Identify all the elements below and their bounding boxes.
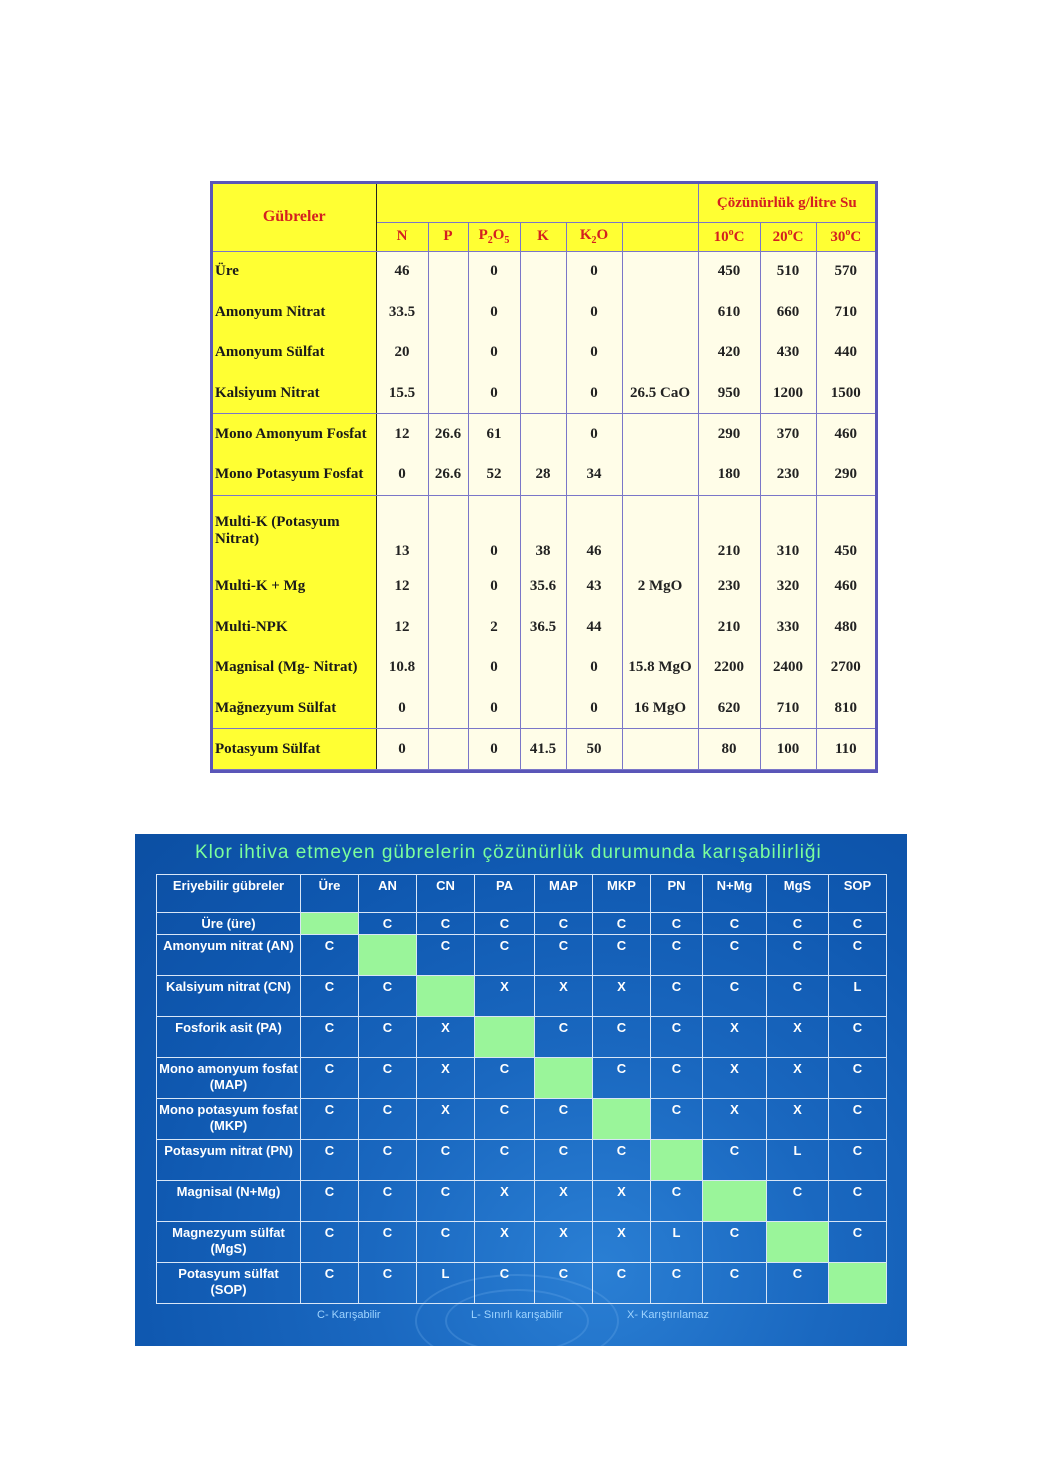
- table-cell: 52: [468, 454, 520, 495]
- matrix-self-cell: [301, 913, 359, 935]
- matrix-cell: X: [417, 1099, 475, 1140]
- matrix-column-header: Üre: [301, 875, 359, 913]
- table-cell: 480: [816, 607, 875, 648]
- fertilizer-name: Magnisal (Mg- Nitrat): [213, 647, 376, 688]
- table-cell: 0: [566, 292, 622, 333]
- table-cell: 210: [698, 607, 760, 648]
- matrix-row: [157, 1058, 887, 1099]
- fertilizer-name: Multi-K (Potasyum Nitrat): [213, 495, 376, 566]
- matrix-cell: C: [767, 1181, 829, 1222]
- table-row: [213, 373, 875, 414]
- matrix-cell: C: [359, 1099, 417, 1140]
- table-cell: 1200: [760, 373, 816, 414]
- table-cell: 10.8: [376, 647, 428, 688]
- table-cell: [622, 454, 698, 495]
- matrix-cell: C: [703, 913, 767, 935]
- matrix-cell: C: [829, 1058, 887, 1099]
- matrix-row: [157, 1181, 887, 1222]
- matrix-cell: X: [417, 1058, 475, 1099]
- table-cell: 320: [760, 566, 816, 607]
- matrix-cell: C: [767, 913, 829, 935]
- table-row: [213, 729, 875, 770]
- matrix-cell: X: [475, 1181, 535, 1222]
- table-cell: [428, 647, 468, 688]
- table-cell: 230: [760, 454, 816, 495]
- table-cell: [520, 414, 566, 455]
- table-cell: 0: [376, 454, 428, 495]
- column-header: $K_2O$: [566, 223, 622, 251]
- fertilizer-solubility-table: [210, 181, 878, 773]
- matrix-cell: L: [767, 1140, 829, 1181]
- matrix-cell: C: [703, 976, 767, 1017]
- matrix-cell: C: [535, 935, 593, 976]
- matrix-cell: C: [593, 913, 651, 935]
- column-header: 30$^o$C: [816, 223, 875, 251]
- table-cell: 2400: [760, 647, 816, 688]
- matrix-column-header: SOP: [829, 875, 887, 913]
- matrix-column-header: N+Mg: [703, 875, 767, 913]
- matrix-row: [157, 935, 887, 976]
- table-cell: [520, 647, 566, 688]
- table-cell: 290: [816, 454, 875, 495]
- matrix-cell: X: [535, 1222, 593, 1263]
- fertilizer-name: Mono Potasyum Fosfat: [213, 454, 376, 495]
- table-cell: 0: [468, 332, 520, 373]
- table-cell: 0: [468, 495, 520, 566]
- matrix-legend: [135, 1309, 907, 1327]
- table-row: [213, 292, 875, 333]
- header-row: [213, 184, 875, 223]
- matrix-cell: L: [829, 976, 887, 1017]
- matrix-cell: C: [301, 1181, 359, 1222]
- matrix-cell: C: [475, 1058, 535, 1099]
- matrix-cell: C: [535, 1099, 593, 1140]
- table-cell: 0: [468, 729, 520, 770]
- matrix-self-cell: [359, 935, 417, 976]
- matrix-cell: C: [301, 1017, 359, 1058]
- matrix-cell: C: [301, 1222, 359, 1263]
- matrix-cell: C: [829, 1222, 887, 1263]
- table-cell: 44: [566, 607, 622, 648]
- table-cell: 36.5: [520, 607, 566, 648]
- table-cell: [428, 292, 468, 333]
- table-cell: [622, 251, 698, 292]
- matrix-row: [157, 976, 887, 1017]
- table-cell: 41.5: [520, 729, 566, 770]
- table-cell: 13: [376, 495, 428, 566]
- matrix-row-label: Potasyum nitrat (PN): [157, 1140, 301, 1181]
- table-cell: 710: [760, 688, 816, 729]
- matrix-cell: C: [535, 1140, 593, 1181]
- matrix-cell: X: [535, 1181, 593, 1222]
- matrix-cell: X: [703, 1099, 767, 1140]
- matrix-row-label: Mono potasyum fosfat (MKP): [157, 1099, 301, 1140]
- matrix-row: [157, 1222, 887, 1263]
- matrix-cell: C: [829, 935, 887, 976]
- matrix-self-cell: [829, 1263, 887, 1304]
- table-cell: 43: [566, 566, 622, 607]
- matrix-cell: X: [703, 1058, 767, 1099]
- table-cell: 370: [760, 414, 816, 455]
- matrix-cell: C: [359, 913, 417, 935]
- table-row: [213, 647, 875, 688]
- matrix-row: [157, 1140, 887, 1181]
- table-cell: 660: [760, 292, 816, 333]
- column-header: K: [520, 223, 566, 251]
- matrix-cell: C: [475, 1140, 535, 1181]
- table-cell: 450: [698, 251, 760, 292]
- matrix-cell: C: [651, 935, 703, 976]
- matrix-cell: X: [475, 1222, 535, 1263]
- matrix-column-header: PN: [651, 875, 703, 913]
- matrix-cell: C: [301, 1140, 359, 1181]
- matrix-cell: C: [651, 1099, 703, 1140]
- matrix-cell: C: [535, 1263, 593, 1304]
- table-cell: 0: [468, 373, 520, 414]
- table-cell: [622, 414, 698, 455]
- table-cell: 610: [698, 292, 760, 333]
- table-cell: 1500: [816, 373, 875, 414]
- table-cell: 2: [468, 607, 520, 648]
- matrix-cell: C: [475, 1263, 535, 1304]
- matrix-cell: L: [417, 1263, 475, 1304]
- matrix-row-label: Fosforik asit (PA): [157, 1017, 301, 1058]
- table-cell: 450: [816, 495, 875, 566]
- table-cell: [428, 332, 468, 373]
- fertilizer-name: Amonyum Sülfat: [213, 332, 376, 373]
- table-cell: 0: [566, 332, 622, 373]
- fertilizer-name: Kalsiyum Nitrat: [213, 373, 376, 414]
- matrix-cell: X: [593, 1181, 651, 1222]
- matrix-cell: C: [593, 1263, 651, 1304]
- matrix-cell: C: [359, 1263, 417, 1304]
- table-cell: 12: [376, 607, 428, 648]
- table-cell: 2200: [698, 647, 760, 688]
- matrix-corner: Eriyebilir gübreler: [157, 875, 301, 913]
- matrix-row: [157, 913, 887, 935]
- matrix-row-label: Magnezyum sülfat (MgS): [157, 1222, 301, 1263]
- matrix-cell: C: [359, 976, 417, 1017]
- table-cell: 420: [698, 332, 760, 373]
- table-row: [213, 688, 875, 729]
- matrix-cell: C: [301, 976, 359, 1017]
- column-header: P: [428, 223, 468, 251]
- table-cell: 0: [566, 414, 622, 455]
- table-cell: 20: [376, 332, 428, 373]
- fertilizer-name: Amonyum Nitrat: [213, 292, 376, 333]
- matrix-cell: X: [703, 1017, 767, 1058]
- table-cell: 26.6: [428, 414, 468, 455]
- matrix-row-label: Mono amonyum fosfat (MAP): [157, 1058, 301, 1099]
- table-cell: 2 MgO: [622, 566, 698, 607]
- table-cell: 2700: [816, 647, 875, 688]
- matrix-cell: C: [535, 1017, 593, 1058]
- matrix-title: Klor ihtiva etmeyen gübrelerin çözünürlük durumunda karışabilirliği: [195, 842, 822, 863]
- table-cell: 290: [698, 414, 760, 455]
- table-cell: [428, 607, 468, 648]
- table-cell: [428, 688, 468, 729]
- table-cell: 310: [760, 495, 816, 566]
- table-cell: 26.5 CaO: [622, 373, 698, 414]
- table-cell: 0: [566, 647, 622, 688]
- table-row: [213, 332, 875, 373]
- table-cell: [520, 332, 566, 373]
- matrix-self-cell: [651, 1140, 703, 1181]
- table-cell: [428, 373, 468, 414]
- matrix-cell: C: [475, 913, 535, 935]
- table-cell: 0: [468, 566, 520, 607]
- table-cell: 460: [816, 414, 875, 455]
- legend-limited: L- Sınırlı karışabilir: [471, 1309, 563, 1321]
- column-header: [622, 223, 698, 251]
- matrix-cell: C: [829, 913, 887, 935]
- matrix-cell: C: [359, 1140, 417, 1181]
- fertilizer-name: Mağnezyum Sülfat: [213, 688, 376, 729]
- fertilizer-name: Multi-NPK: [213, 607, 376, 648]
- table-cell: 80: [698, 729, 760, 770]
- matrix-column-header: AN: [359, 875, 417, 913]
- matrix-header-row: [157, 875, 887, 913]
- table-cell: [520, 292, 566, 333]
- matrix-cell: C: [593, 1017, 651, 1058]
- compatibility-matrix: [156, 874, 887, 1304]
- matrix-cell: C: [703, 1140, 767, 1181]
- matrix-cell: C: [475, 935, 535, 976]
- table-cell: 230: [698, 566, 760, 607]
- legend-compatible: C- Karışabilir: [317, 1309, 381, 1321]
- table-cell: 34: [566, 454, 622, 495]
- matrix-column-header: MAP: [535, 875, 593, 913]
- table-cell: 28: [520, 454, 566, 495]
- table-cell: 440: [816, 332, 875, 373]
- table-cell: [428, 566, 468, 607]
- matrix-cell: C: [651, 1181, 703, 1222]
- matrix-cell: C: [767, 976, 829, 1017]
- matrix-row: [157, 1017, 887, 1058]
- table-cell: 15.8 MgO: [622, 647, 698, 688]
- table-cell: 0: [468, 251, 520, 292]
- matrix-cell: C: [829, 1017, 887, 1058]
- table-cell: 460: [816, 566, 875, 607]
- matrix-self-cell: [475, 1017, 535, 1058]
- matrix-cell: C: [417, 1181, 475, 1222]
- table-cell: 180: [698, 454, 760, 495]
- matrix-cell: C: [651, 1058, 703, 1099]
- table-cell: 330: [760, 607, 816, 648]
- table-row: [213, 251, 875, 292]
- matrix-cell: C: [651, 913, 703, 935]
- matrix-cell: C: [593, 1140, 651, 1181]
- table-cell: 16 MgO: [622, 688, 698, 729]
- table-cell: 210: [698, 495, 760, 566]
- matrix-self-cell: [593, 1099, 651, 1140]
- fertilizer-name: Üre: [213, 251, 376, 292]
- table-row: [213, 607, 875, 648]
- matrix-cell: C: [651, 976, 703, 1017]
- header-gubreler: Gübreler: [213, 184, 376, 251]
- table-cell: 110: [816, 729, 875, 770]
- table-cell: 810: [816, 688, 875, 729]
- matrix-cell: C: [703, 935, 767, 976]
- column-header: $P_2O_5$: [468, 223, 520, 251]
- matrix-row-label: Magnisal (N+Mg): [157, 1181, 301, 1222]
- table-row: [213, 495, 875, 566]
- table-cell: 0: [468, 647, 520, 688]
- matrix-cell: C: [829, 1181, 887, 1222]
- matrix-row-label: Üre (üre): [157, 913, 301, 935]
- table-cell: 33.5: [376, 292, 428, 333]
- table-cell: 0: [468, 688, 520, 729]
- legend-incompatible: X- Karıştırılamaz: [627, 1309, 709, 1321]
- matrix-row: [157, 1263, 887, 1304]
- table-cell: [622, 495, 698, 566]
- matrix-cell: C: [417, 1140, 475, 1181]
- column-header: N: [376, 223, 428, 251]
- table-cell: 35.6: [520, 566, 566, 607]
- matrix-cell: C: [651, 1263, 703, 1304]
- table-cell: 0: [566, 251, 622, 292]
- matrix-cell: C: [359, 1181, 417, 1222]
- table-cell: [622, 332, 698, 373]
- matrix-self-cell: [767, 1222, 829, 1263]
- table-cell: [622, 292, 698, 333]
- table-cell: [622, 607, 698, 648]
- matrix-cell: C: [829, 1099, 887, 1140]
- table-cell: [520, 688, 566, 729]
- table-cell: [520, 373, 566, 414]
- table-cell: [428, 729, 468, 770]
- fertilizer-name: Mono Amonyum Fosfat: [213, 414, 376, 455]
- column-header: 10$^o$C: [698, 223, 760, 251]
- table-cell: 26.6: [428, 454, 468, 495]
- matrix-cell: C: [417, 913, 475, 935]
- matrix-cell: C: [703, 1222, 767, 1263]
- matrix-cell: L: [651, 1222, 703, 1263]
- table-cell: 430: [760, 332, 816, 373]
- table-cell: [428, 495, 468, 566]
- matrix-column-header: MgS: [767, 875, 829, 913]
- table-cell: 0: [376, 688, 428, 729]
- fertilizer-name: Multi-K + Mg: [213, 566, 376, 607]
- matrix-cell: X: [593, 976, 651, 1017]
- matrix-cell: C: [829, 1140, 887, 1181]
- matrix-row-label: Potasyum sülfat (SOP): [157, 1263, 301, 1304]
- table-cell: 0: [566, 373, 622, 414]
- matrix-cell: C: [301, 1058, 359, 1099]
- table-cell: [520, 251, 566, 292]
- matrix-self-cell: [703, 1181, 767, 1222]
- matrix-cell: C: [703, 1263, 767, 1304]
- header-spacer: [376, 184, 698, 223]
- table-cell: 100: [760, 729, 816, 770]
- matrix-cell: C: [651, 1017, 703, 1058]
- matrix-column-header: CN: [417, 875, 475, 913]
- matrix-column-header: MKP: [593, 875, 651, 913]
- column-header: 20$^o$C: [760, 223, 816, 251]
- table-cell: 950: [698, 373, 760, 414]
- matrix-cell: C: [593, 1058, 651, 1099]
- table-cell: 12: [376, 566, 428, 607]
- matrix-cell: C: [301, 935, 359, 976]
- matrix-cell: C: [301, 1263, 359, 1304]
- matrix-column-header: PA: [475, 875, 535, 913]
- table-cell: 50: [566, 729, 622, 770]
- matrix-row: [157, 1099, 887, 1140]
- table-cell: 710: [816, 292, 875, 333]
- matrix-cell: X: [767, 1017, 829, 1058]
- table-cell: 12: [376, 414, 428, 455]
- table-cell: [622, 729, 698, 770]
- matrix-cell: X: [767, 1099, 829, 1140]
- matrix-cell: X: [475, 976, 535, 1017]
- table-cell: 0: [468, 292, 520, 333]
- table-cell: [428, 251, 468, 292]
- table-cell: 61: [468, 414, 520, 455]
- table-cell: 0: [566, 688, 622, 729]
- matrix-cell: C: [767, 935, 829, 976]
- matrix-cell: C: [417, 1222, 475, 1263]
- table-cell: 46: [376, 251, 428, 292]
- matrix-cell: C: [593, 935, 651, 976]
- table-row: [213, 414, 875, 455]
- matrix-cell: C: [475, 1099, 535, 1140]
- matrix-cell: C: [767, 1263, 829, 1304]
- matrix-cell: C: [417, 935, 475, 976]
- matrix-self-cell: [417, 976, 475, 1017]
- matrix-row-label: Amonyum nitrat (AN): [157, 935, 301, 976]
- header-solubility: Çözünürlük g/litre Su: [698, 184, 875, 223]
- matrix-cell: C: [535, 913, 593, 935]
- fertilizer-name: Potasyum Sülfat: [213, 729, 376, 770]
- matrix-cell: X: [593, 1222, 651, 1263]
- table-row: [213, 566, 875, 607]
- matrix-cell: X: [767, 1058, 829, 1099]
- table-row: [213, 454, 875, 495]
- matrix-cell: C: [359, 1058, 417, 1099]
- table-cell: 620: [698, 688, 760, 729]
- matrix-row-label: Kalsiyum nitrat (CN): [157, 976, 301, 1017]
- matrix-self-cell: [535, 1058, 593, 1099]
- table-cell: 0: [376, 729, 428, 770]
- table-cell: 15.5: [376, 373, 428, 414]
- table-cell: 38: [520, 495, 566, 566]
- solubility-table-grid: [213, 184, 875, 770]
- matrix-cell: C: [359, 1222, 417, 1263]
- matrix-cell: C: [359, 1017, 417, 1058]
- table-cell: 46: [566, 495, 622, 566]
- matrix-cell: X: [535, 976, 593, 1017]
- matrix-cell: X: [417, 1017, 475, 1058]
- compatibility-slide: [135, 834, 907, 1346]
- table-cell: 570: [816, 251, 875, 292]
- matrix-cell: C: [301, 1099, 359, 1140]
- table-cell: 510: [760, 251, 816, 292]
